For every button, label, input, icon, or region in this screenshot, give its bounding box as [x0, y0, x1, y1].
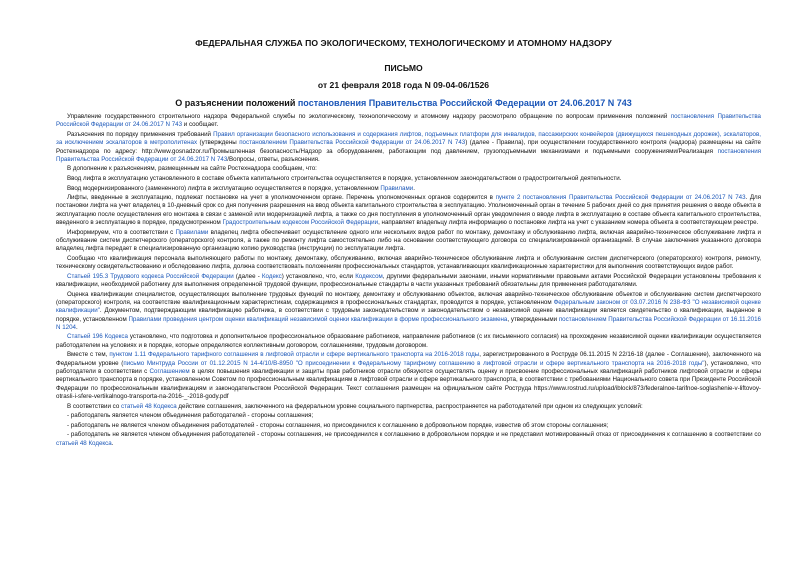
document-link[interactable]: постановления Правительства Российской Федерации от 24.06.2017 N 743 [56, 147, 761, 163]
paragraph-text: , направляет владельцу лифта информацию о постановке лифта на учет с указанием номера объекта в соответствующем реестре. [378, 219, 759, 227]
paragraph [56, 194, 761, 227]
paragraph-text: Информируем, что в соответствии с [67, 228, 176, 236]
document-link[interactable]: Статьей 196 Кодекса [67, 333, 128, 341]
document-date-number: от 21 февраля 2018 года N 09-04-06/1526 [317, 80, 490, 90]
paragraph [56, 351, 761, 401]
paragraph-text: (далее - [233, 272, 262, 280]
paragraph-text: В соответствии со [67, 402, 121, 410]
paragraph-text: ) установлено, что, если [281, 272, 356, 280]
list-item [56, 412, 761, 420]
paragraph-text: ), установлено, что работодатели в соответствии с [56, 359, 761, 376]
paragraph-text: Управление государственного строительного надзора Федеральной службы по экологическому, технологическому и атомному надзору рассмотрело обращение по вопросам применения положений [67, 113, 671, 120]
paragraph [56, 113, 761, 130]
paragraph-text: . Документом, подтверждающим квалификацию работника, в соответствии с трудовым законодательством и законодательством о независимой оценке квалификации является свидетельство о квалификации, выданное в порядке, установленном [56, 307, 761, 323]
document-link[interactable]: Федеральным законом от 03.07.2016 N 238-ФЗ "О независимой оценке квалификации" [56, 298, 761, 315]
document-link[interactable]: пункте 2 постановления Правительства Российской Федерации от 24.06.2017 N 743 [495, 194, 746, 202]
paragraph-text: , другими федеральными законами, иными нормативными правовыми актами Российской Федерации установлены требования к квалификации, необходимой работнику для выполнения определенной трудовой функции, профессиональные стандарты в части указанных требований обязательны для применения работодателями. [56, 272, 762, 289]
paragraph [56, 403, 761, 411]
paragraph-text: Вместе с тем, [67, 351, 110, 359]
document-link[interactable]: Правилами проведения центром оценки квалификаций независимой оценки квалификации в форме профессионального экзамена [128, 315, 508, 323]
paragraph-text: /Вопросы, ответы, разъяснения. [227, 155, 320, 163]
paragraph-text: Сообщаю что квалификация персонала выполняющего работы по монтажу, демонтажу, обслуживанию, включая аварийно-техническое обслуживание лифта и обслуживание систем диспетчерского (операторского) контроля, ремонту, техническому освидетельствованию и обследованию лифта, должна соответствовать положениям профессиональных стандартов, устанавливающих квалификационные характеристики для выполнения соответствующих видов работ. [56, 254, 761, 271]
paragraph-text: действие соглашения, заключенного на федеральном уровне социального партнерства, распространяется на работодателей при одном из следующих условий: [176, 402, 643, 410]
paragraph [56, 273, 761, 290]
document-link[interactable]: Статьей 195.3 Трудового кодекса Российской Федерации [67, 272, 234, 280]
paragraph-text: Разъяснения по порядку применения требований [67, 130, 214, 138]
document-body [56, 113, 761, 449]
document-link[interactable]: пунктом 1.11 Федерального тарифного соглашения в лифтовой отрасли и сфере вертикального транспорта на 2016-2018 годы [109, 351, 480, 359]
paragraph-text: в целях повышения квалификации и защиты прав работников отрасли обязуются осуществлять оценку и присвоение профессиональных квалификаций работников лифтовой отрасли и сферы вертикального транспорта в порядке, установленном Советом по профессиональным квалификациям в лифтовой отрасли и сфере вертикального транспорта, в соответствии с требованиями Национального совета при Президенте Российской Федерации по профессиональным квалификациям и законодательством Российской Федерации. Текст соглашения размещен на официальном сайте Роструда https://www.rostrud.ru/upload/iblock/873/federalnoe-tarifnoe-soglashenie-v-liftovoy-otrasli-i-sfere-vertikalnogo-transporta-na-2016-_-2018-gody.pdf [56, 368, 761, 401]
paragraph-text: Оценка квалификации специалистов, осуществляющих выполнение трудовых функций по монтажу, демонтажу и обслуживанию объектов, включая аварийно-техническое обслуживание объектов и обслуживание систем диспетчерского (операторского) контроля, на соответствие квалификационным характеристикам, содержащимся в профессиональных стандартах, проводится в порядке, установленном [56, 290, 761, 306]
paragraph-text: , зарегистрированного в Роструде 06.11.2015 N 22/16-18 (далее - Соглашение), заключенного на Федеральном уровне ( [56, 351, 761, 367]
paragraph [56, 165, 761, 173]
paragraph-text: Лифты, введенные в эксплуатацию, подлежат постановке на учет в уполномоченном органе. Перечень уполномоченных органов содержится в [67, 194, 496, 202]
paragraph-text: владелец лифта обеспечивает осуществление одного или нескольких видов работ по монтажу, демонтажу и обслуживанию лифта, включая аварийно-техническое обслуживание лифта и обслуживание систем диспетчерского (операторского) контроля, а также по ремонту лифта самостоятельно либо на основании соответствующего договора со специализированной организацией. В случае заключения указанного договора владелец лифта передает в специализированную организацию копию руководства (инструкции) по эксплуатации лифта. [56, 228, 761, 253]
document-link[interactable]: постановлением Правительства Российской Федерации от 24.06.2017 N 743 [239, 139, 466, 147]
paragraph-text: В дополнение к разъяснениям, размещенным на сайте Ростехнадзора сообщаем, что: [67, 165, 317, 173]
paragraph-text: и сообщает. [182, 121, 219, 129]
list-item [56, 422, 761, 430]
paragraph-text: . Для постановки лифта на учет владелец в 10-дневный срок со дня получения разрешения на ввод объекта капитального строительства в эксплуатацию. Уполномоченный орган в течение 5 рабочих дней со дня принятия решения о вводе объекта в эксплуатацию после осуществления его монтажа в связи с заменой или модернизацией лифта, а также со дня поступления в уполномоченный орган уведомления о вводе лифта в эксплуатацию в составе объекта капитального строительства, введенного в эксплуатацию в порядке, предусмотренном [56, 194, 761, 227]
paragraph-text: . [413, 184, 415, 192]
paragraph [56, 175, 761, 183]
paragraph [56, 131, 761, 164]
paragraph-text: - работодатель не является членом объединения работодателей - стороны соглашения, не присоединился к соглашению в добровольном порядке и не представил мотивированный отказ от присоединения к соглашению в соответствии со [67, 431, 761, 439]
paragraph-text: Ввод модернизированного (замененного) лифта в эксплуатацию осуществляется в порядке, установленном [67, 184, 381, 192]
document-link[interactable]: Правилами [380, 184, 414, 192]
paragraph-text: установлено, что подготовка и дополнительное профессиональное образование работников, направление работников (с их письменного согласия) на прохождение независимой оценки квалификации осуществляется работодателем на условиях и в порядке, которые определяются коллективным договором, соглашениями, трудовым договором. [56, 333, 761, 349]
paragraph [56, 185, 761, 193]
paragraph-text: - работодатель является членом объединения работодателей - стороны соглашения; [67, 412, 314, 420]
document-link[interactable]: постановлением Правительства Российской Федерации от 16.11.2016 N 1204 [56, 315, 761, 331]
document-link[interactable]: статьей 48 Кодекса [56, 439, 112, 447]
agency-title: ФЕДЕРАЛЬНАЯ СЛУЖБА ПО ЭКОЛОГИЧЕСКОМУ, ТЕХНОЛОГИЧЕСКОМУ И АТОМНОМУ НАДЗОРУ [195, 38, 612, 48]
document-link[interactable]: постановления Правительства Российской Федерации от 24.06.2017 N 743 [56, 113, 761, 129]
document-type: ПИСЬМО [384, 63, 423, 73]
document-link[interactable]: Правилами [175, 228, 209, 236]
paragraph [56, 229, 761, 254]
document-link[interactable]: Градостроительным кодексом Российской Федерации [222, 219, 379, 227]
document-link[interactable]: Кодекс [261, 272, 282, 280]
document-link[interactable]: письмо Минтруда России от 01.12.2015 N 14-4/10/В-8950 "О присоединении к Федеральному тарифному соглашению в лифтовой отрасли и сфере вертикального транспорта на 2016-2018 годы" [123, 359, 705, 367]
paragraph-text: . [75, 323, 78, 331]
document-link[interactable]: Кодексом [355, 272, 383, 280]
paragraph-text: ) (далее - Правила), при осуществлении государственного контроля (надзора) размещены на сайте Ростехнадзора по адресу: http://www.gosnadzor.ru/Промышленная безопасность/Надзор за оборудованием, работающим под давлением, грузоподъемными механизмами и подъемными сооружениями/Реализация [56, 139, 761, 155]
paragraph [56, 333, 761, 350]
subject-prefix: О разъяснении положений [175, 98, 298, 108]
document-link[interactable]: Соглашением [149, 368, 190, 376]
paragraph-text: Ввод лифта в эксплуатацию установленного в составе объекта капитального строительства осуществляется в порядке, установленном законодательством о градостроительной деятельности. [67, 174, 622, 182]
paragraph-text: (утверждены [197, 139, 240, 147]
paragraph-text: . [111, 439, 114, 447]
paragraph-text: - работодатель не является членом объединения работодателей - стороны соглашения, но присоединился к соглашению в добровольном порядке, известив об этом стороны соглашения; [67, 421, 609, 429]
subject-link[interactable]: постановления Правительства Российской Федерации от 24.06.2017 N 743 [297, 98, 632, 108]
list-item [56, 431, 761, 448]
paragraph [56, 291, 761, 333]
document-link[interactable]: статьей 48 Кодекса [120, 402, 177, 410]
document-link[interactable]: Правил организации безопасного использования и содержания лифтов, подъемных платформ для инвалидов, пассажирских конвейеров (движущихся пешеходных дорожек), эскалаторов, за исключением эскалаторов в метрополитенах [56, 130, 761, 147]
document-subject [0, 98, 807, 108]
paragraph-text: , утвержденными [507, 315, 559, 323]
paragraph [56, 255, 761, 272]
